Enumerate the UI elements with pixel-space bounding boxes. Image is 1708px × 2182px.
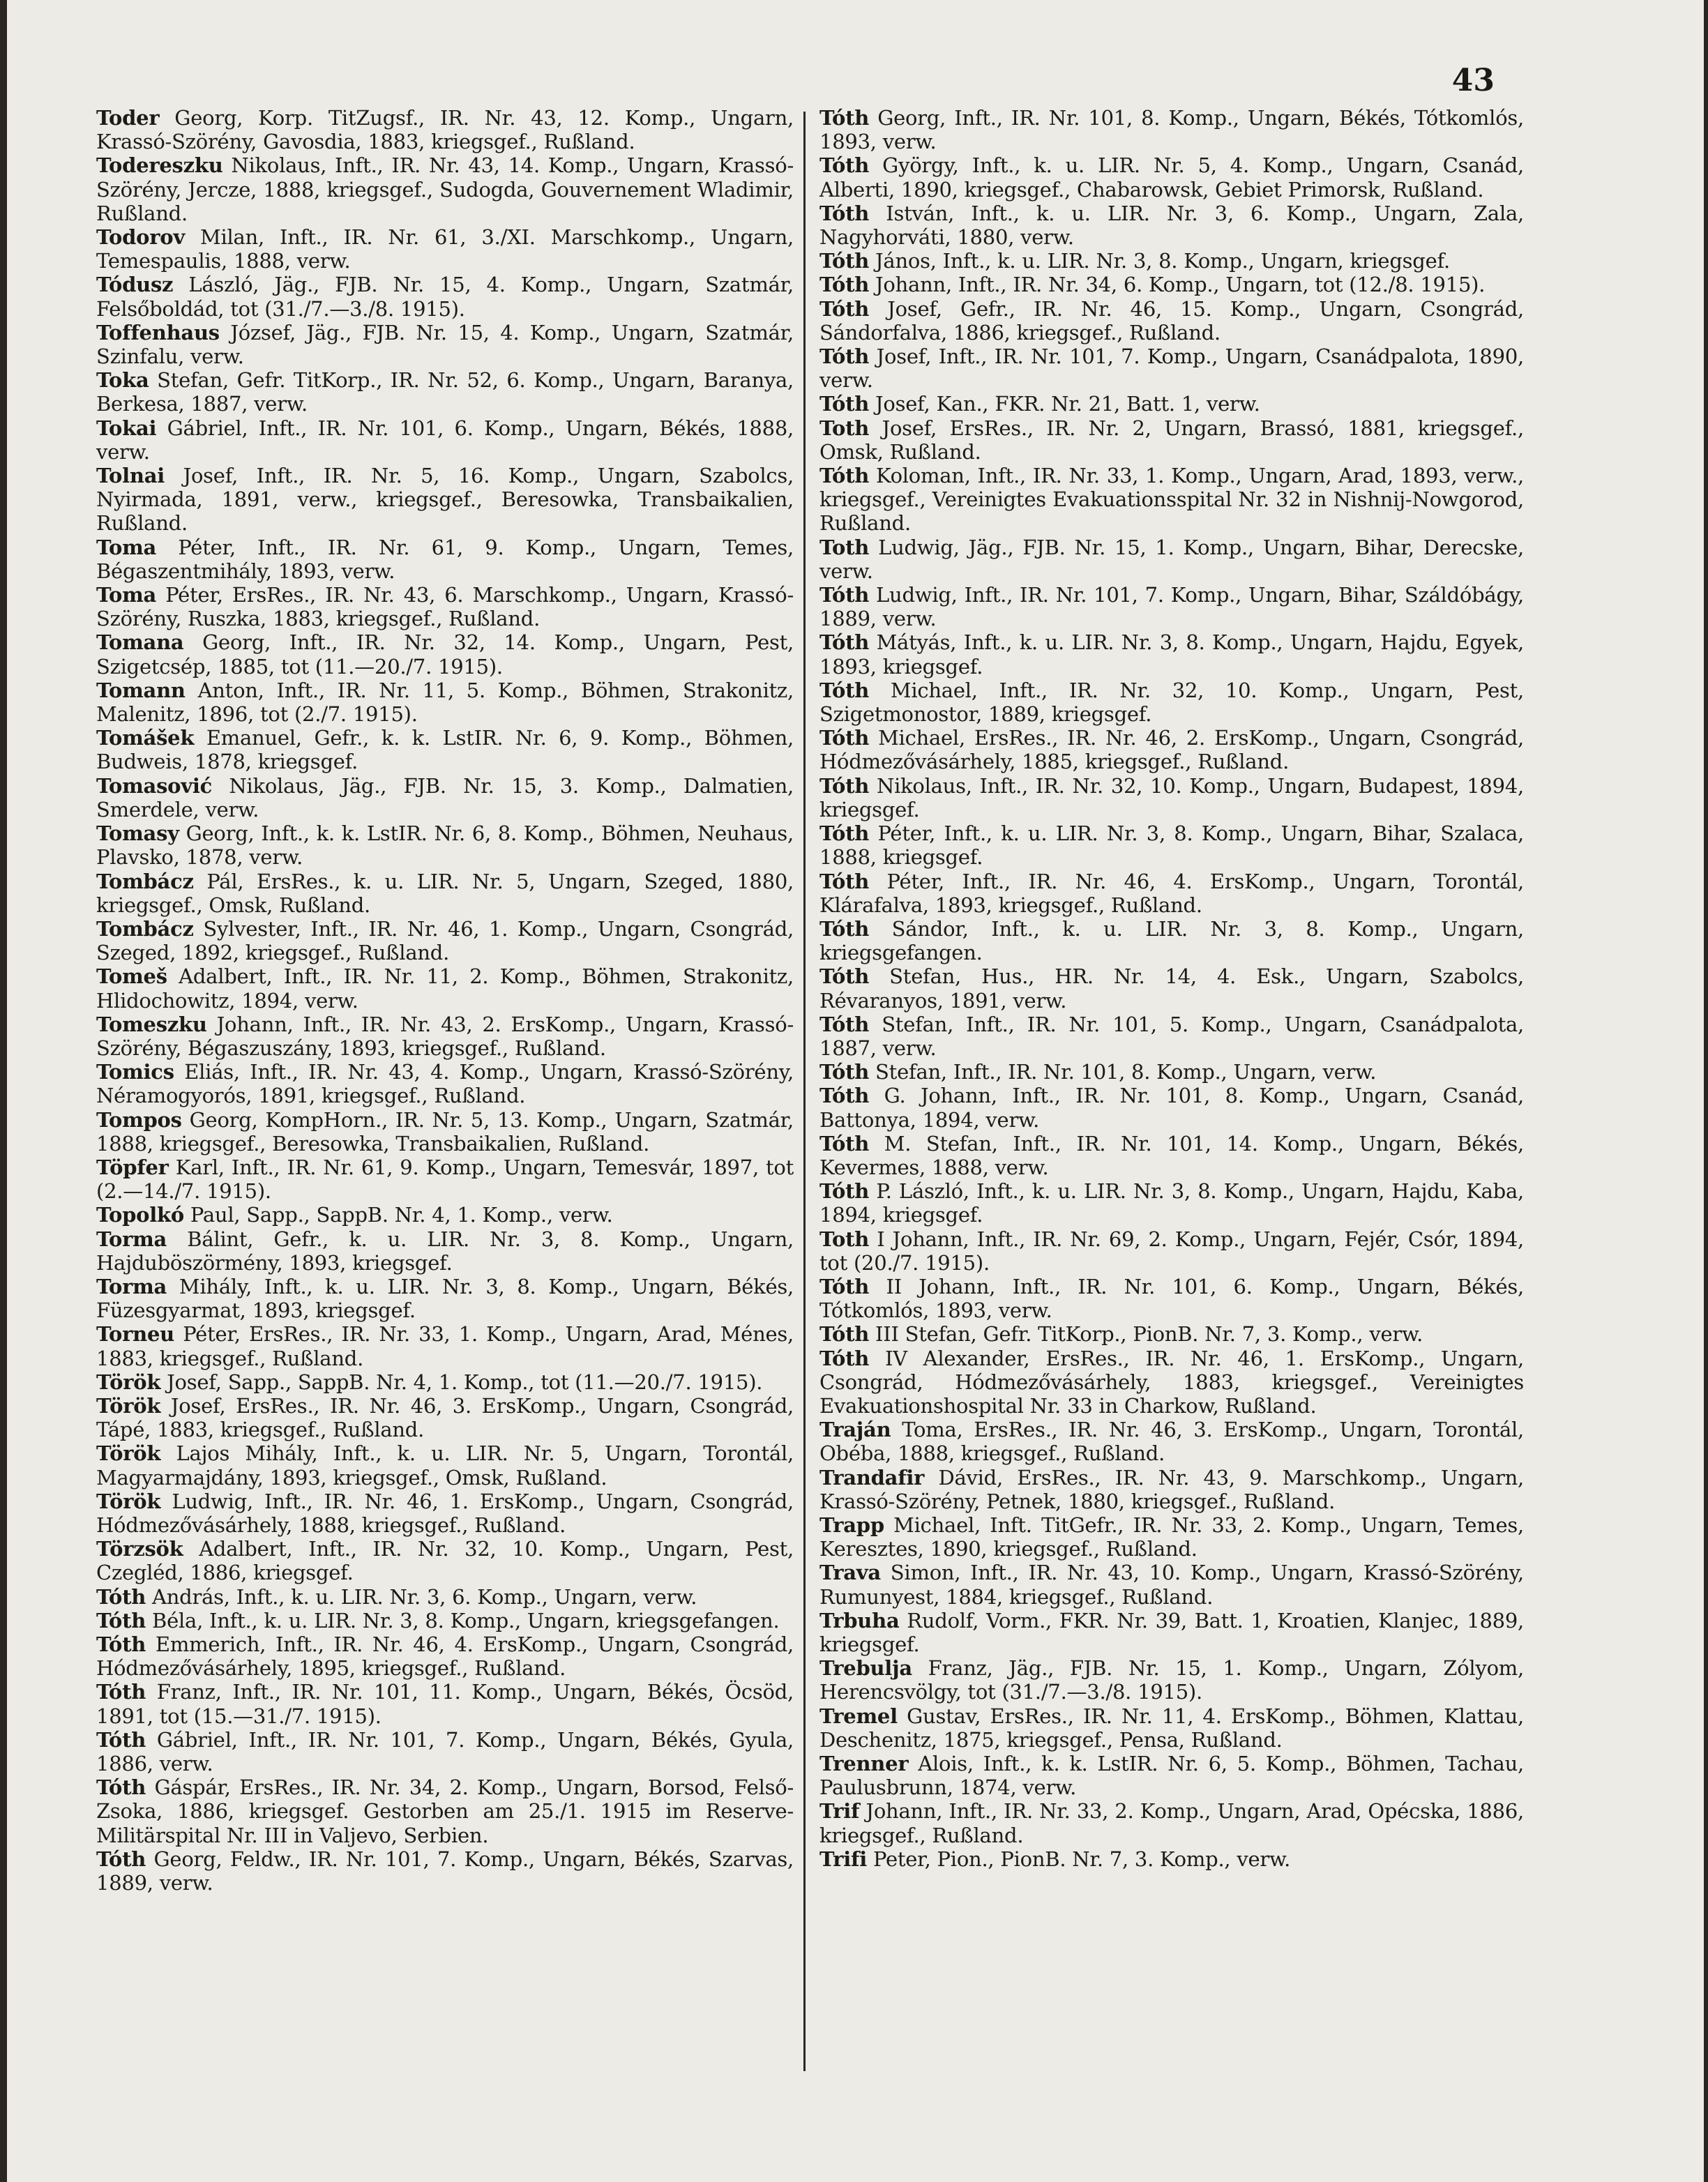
entry-surname: Tóth (819, 1012, 870, 1036)
page-number: 43 (1451, 63, 1495, 98)
entry-details: Adalbert, Inft., IR. Nr. 32, 10. Komp., Ungarn, Pest, Czegléd, 1886, kriegsgef. (96, 1537, 794, 1585)
entry-surname: Tombácz (96, 916, 194, 941)
entry-surname: Trenner (819, 1752, 909, 1776)
roster-entry (96, 225, 794, 273)
entry-surname: Todereszku (96, 153, 223, 178)
roster-entry (96, 1394, 794, 1441)
entry-surname: Toka (96, 368, 149, 393)
roster-entry (96, 1775, 794, 1847)
entry-details: Emanuel, Gefr., k. k. LstIR. Nr. 6, 9. Komp., Böhmen, Budweis, 1878, kriegsgef. (96, 726, 794, 774)
entry-details: Simon, Inft., IR. Nr. 43, 10. Komp., Ungarn, Krassó-Szörény, Rumunyest, 1884, kriegsgef., Rußland. (819, 1561, 1524, 1609)
entry-details: Georg, Inft., IR. Nr. 101, 8. Komp., Ungarn, Békés, Tótkomlós, 1893, verw. (819, 106, 1525, 154)
entry-details: Emmerich, Inft., IR. Nr. 46, 4. ErsKomp., Ungarn, Csongrád, Hódmezővásárhely, 1895, kriegsgef., Rußland. (96, 1632, 794, 1681)
entry-details: Bálint, Gefr., k. u. LIR. Nr. 3, 8. Komp., Ungarn, Hajduböszörmény, 1893, kriegsgef. (96, 1227, 794, 1275)
entry-details: Béla, Inft., k. u. LIR. Nr. 3, 8. Komp., Ungarn, kriegsgefangen. (152, 1608, 780, 1632)
entry-surname: Tóth (819, 916, 870, 941)
entry-details: Péter, Inft., IR. Nr. 46, 4. ErsKomp., Ungarn, Torontál, Klárafalva, 1893, kriegsgef., Rußland. (819, 869, 1524, 917)
entry-surname: Toma (96, 583, 157, 607)
roster-entry (819, 1084, 1524, 1131)
entry-details: Josef, Gefr., IR. Nr. 46, 15. Komp., Ungarn, Csongrád, Sándorfalva, 1886, kriegsgef., Rußland. (819, 296, 1524, 344)
entry-surname: Traján (819, 1418, 891, 1442)
entry-details: Georg, Inft., k. k. LstIR. Nr. 6, 8. Komp., Böhmen, Neuhaus, Plavsko, 1878, verw. (96, 821, 794, 870)
entry-surname: Trif (819, 1799, 860, 1824)
entry-details: György, Inft., k. u. LIR. Nr. 5, 4. Komp., Ungarn, Csanád, Alberti, 1890, kriegsgef., Chabarowsk, Gebiet Primorsk, Rußland. (819, 153, 1524, 202)
roster-entry (96, 1060, 794, 1107)
entry-details: Péter, ErsRes., IR. Nr. 33, 1. Komp., Ungarn, Arad, Ménes, 1883, kriegsgef., Rußland. (96, 1322, 794, 1370)
roster-entry (819, 1275, 1524, 1322)
roster-entry (819, 583, 1524, 630)
entry-details: Eliás, Inft., IR. Nr. 43, 4. Komp., Ungarn, Krassó-Szörény, Néramogyorós, 1891, kriegsgef., Rußland. (96, 1060, 794, 1108)
roster-entry (96, 1203, 794, 1227)
entry-surname: Tóth (819, 1131, 870, 1156)
roster-entry (819, 774, 1524, 821)
entry-surname: Tóth (819, 726, 870, 750)
entry-details: Nikolaus, Jäg., FJB. Nr. 15, 3. Komp., Dalmatien, Smerdele, verw. (96, 773, 794, 821)
entry-surname: Trbuha (819, 1608, 900, 1632)
entry-details: Mihály, Inft., k. u. LIR. Nr. 3, 8. Komp., Ungarn, Békés, Füzesgyarmat, 1893, kriegsgef. (96, 1274, 794, 1323)
entry-details: Gustav, ErsRes., IR. Nr. 11, 4. ErsKomp., Böhmen, Klattau, Deschenitz, 1875, kriegsgef., Pensa, Rußland. (819, 1704, 1524, 1752)
entry-surname: Trebulja (819, 1656, 912, 1681)
entry-details: I Johann, Inft., IR. Nr. 69, 2. Komp., Ungarn, Fejér, Csór, 1894, tot (20./7. 1915). (819, 1227, 1524, 1275)
entry-details: József, Jäg., FJB. Nr. 15, 4. Komp., Ungarn, Szatmár, Szinfalu, verw. (96, 320, 794, 369)
entry-details: Johann, Inft., IR. Nr. 34, 6. Komp., Ungarn, tot (12./8. 1915). (875, 273, 1486, 297)
entry-surname: Toma (96, 535, 157, 559)
entry-surname: Tóth (96, 1775, 146, 1800)
roster-entry (96, 1275, 794, 1322)
roster-entry (96, 630, 794, 678)
roster-entry (819, 964, 1524, 1012)
roster-entry (96, 1108, 794, 1156)
entry-details: II Johann, Inft., IR. Nr. 101, 6. Komp., Ungarn, Békés, Tótkomlós, 1893, verw. (819, 1274, 1525, 1323)
entry-details: Péter, Inft., k. u. LIR. Nr. 3, 8. Komp., Ungarn, Bihar, Szalaca, 1888, kriegsgef. (819, 821, 1525, 870)
entry-details: Stefan, Gefr. TitKorp., IR. Nr. 52, 6. Komp., Ungarn, Baranya, Berkesa, 1887, verw. (96, 368, 794, 416)
entry-details: Ludwig, Inft., IR. Nr. 101, 7. Komp., Ungarn, Bihar, Száldóbágy, 1889, verw. (819, 583, 1525, 631)
entry-details: G. Johann, Inft., IR. Nr. 101, 8. Komp., Ungarn, Csanád, Battonya, 1894, verw. (819, 1084, 1525, 1132)
roster-entry (819, 1418, 1524, 1465)
entry-surname: Török (96, 1370, 161, 1394)
entry-surname: Tomášek (96, 726, 195, 750)
entry-surname: Tomasy (96, 821, 179, 846)
entry-details: Johann, Inft., IR. Nr. 33, 2. Komp., Ungarn, Arad, Opécska, 1886, kriegsgef., Rußland. (819, 1799, 1524, 1847)
entry-surname: Tompos (96, 1107, 182, 1132)
roster-entry (819, 1347, 1524, 1418)
roster-entry (819, 1132, 1524, 1179)
entry-details: Josef, ErsRes., IR. Nr. 2, Ungarn, Brassó, 1881, kriegsgef., Omsk, Rußland. (819, 416, 1524, 464)
entry-surname: Tóth (819, 464, 870, 488)
entry-surname: Tóth (819, 821, 870, 846)
roster-entry (96, 1680, 794, 1727)
roster-entry (819, 1609, 1524, 1656)
entry-surname: Toffenhaus (96, 320, 220, 344)
roster-entry (96, 106, 794, 153)
entry-surname: Török (96, 1393, 161, 1418)
roster-entry (819, 1013, 1524, 1060)
entry-details: Gáspár, ErsRes., IR. Nr. 34, 2. Komp., Ungarn, Borsod, Felső-Zsoka, 1886, kriegsgef. Gestorben am 25./1. 1915 im Reserve-Militärspital Nr. III in Valjevo, Serbien. (96, 1775, 794, 1847)
roster-entry (819, 821, 1524, 869)
entry-surname: Toth (819, 416, 870, 440)
roster-entry (96, 1227, 794, 1275)
entry-surname: Töpfer (96, 1155, 169, 1179)
entry-details: Adalbert, Inft., IR. Nr. 11, 2. Komp., Böhmen, Strakonitz, Hlidochowitz, 1894, verw. (96, 964, 794, 1013)
entry-surname: Tóth (819, 773, 870, 798)
entry-details: Toma, ErsRes., IR. Nr. 46, 3. ErsKomp., Ungarn, Torontál, Obéba, 1888, kriegsgef., Rußland. (819, 1418, 1525, 1466)
entry-details: Josef, Inft., IR. Nr. 5, 16. Komp., Ungarn, Szabolcs, Nyirmada, 1891, verw., kriegsgef., Beresowka, Transbaikalien, Rußland. (96, 464, 794, 536)
entry-surname: Trapp (819, 1513, 884, 1537)
roster-entry (96, 536, 794, 583)
roster-entry (819, 153, 1524, 201)
roster-entry (96, 1441, 794, 1489)
entry-surname: Törzsök (96, 1537, 183, 1561)
roster-entry (96, 464, 794, 536)
entry-surname: Tóth (819, 869, 870, 893)
entry-surname: Tomann (96, 678, 186, 702)
entry-surname: Tóth (819, 273, 870, 297)
roster-entry (819, 1322, 1524, 1346)
entry-surname: Trava (819, 1561, 881, 1585)
entry-surname: Toth (819, 535, 870, 559)
roster-entry (819, 917, 1524, 964)
roster-entry (96, 1156, 794, 1203)
entry-details: Franz, Jäg., FJB. Nr. 15, 1. Komp., Ungarn, Zólyom, Herencsvölgy, tot (31./7.—3./8. 1915). (819, 1656, 1524, 1704)
entry-surname: Tóth (819, 630, 870, 655)
roster-entry (819, 1799, 1524, 1847)
roster-entry (819, 870, 1524, 917)
entry-details: Rudolf, Vorm., FKR. Nr. 39, Batt. 1, Kroatien, Klanjec, 1889, kriegsgef. (819, 1608, 1525, 1656)
entry-details: Koloman, Inft., IR. Nr. 33, 1. Komp., Ungarn, Arad, 1893, verw., kriegsgef., Vereinigtes Evakuationsspital Nr. 32 in Nishnij-Nowgorod, Rußland. (819, 464, 1524, 536)
entry-surname: Torneu (96, 1322, 174, 1347)
roster-entry (96, 1632, 794, 1680)
roster-entry (96, 1728, 794, 1775)
entry-surname: Toder (96, 106, 160, 130)
roster-entry (819, 1060, 1524, 1084)
entry-details: László, Jäg., FJB. Nr. 15, 4. Komp., Ungarn, Szatmár, Felsőboldád, tot (31./7.—3./8. 1915). (96, 273, 794, 321)
entry-details: Josef, Sapp., SappB. Nr. 4, 1. Komp., tot (11.—20./7. 1915). (167, 1370, 763, 1394)
entry-details: Ludwig, Inft., IR. Nr. 46, 1. ErsKomp., Ungarn, Csongrád, Hódmezővásárhely, 1888, kriegsgef., Rußland. (96, 1489, 794, 1537)
entry-surname: Tóth (819, 964, 870, 989)
entry-details: M. Stefan, Inft., IR. Nr. 101, 14. Komp., Ungarn, Békés, Kevermes, 1888, verw. (819, 1131, 1524, 1179)
entry-details: Lajos Mihály, Inft., k. u. LIR. Nr. 5, Ungarn, Torontál, Magyarmajdány, 1893, kriegsgef., Omsk, Rußland. (96, 1441, 794, 1490)
entry-surname: Tremel (819, 1704, 898, 1728)
roster-entry (96, 964, 794, 1012)
roster-entry (819, 1561, 1524, 1608)
entry-details: Paul, Sapp., SappB. Nr. 4, 1. Komp., verw. (190, 1203, 613, 1227)
roster-entry (96, 1609, 794, 1632)
entry-details: Milan, Inft., IR. Nr. 61, 3./XI. Marschkomp., Ungarn, Temespaulis, 1888, verw. (96, 225, 794, 273)
roster-entry (819, 249, 1524, 273)
entry-details: Sándor, Inft., k. u. LIR. Nr. 3, 8. Komp., Ungarn, kriegsgefangen. (819, 916, 1525, 965)
entry-details: János, Inft., k. u. LIR. Nr. 3, 8. Komp., Ungarn, kriegsgef. (875, 249, 1450, 273)
entry-surname: Trandafir (819, 1465, 925, 1490)
roster-entry (96, 917, 794, 964)
entry-details: Gábriel, Inft., IR. Nr. 101, 7. Komp., Ungarn, Békés, Gyula, 1886, verw. (96, 1727, 794, 1776)
roster-entry (96, 774, 794, 821)
entry-details: Stefan, Inft., IR. Nr. 101, 5. Komp., Ungarn, Csanádpalota, 1887, verw. (819, 1012, 1525, 1060)
entry-details: Franz, Inft., IR. Nr. 101, 11. Komp., Ungarn, Békés, Öcsöd, 1891, tot (15.—31./7. 1915). (96, 1680, 794, 1728)
roster-entry (819, 273, 1524, 296)
entry-details: Stefan, Inft., IR. Nr. 101, 8. Komp., Ungarn, verw. (875, 1060, 1377, 1084)
entry-surname: Tolnai (96, 464, 165, 488)
entry-surname: Tóth (819, 201, 870, 225)
roster-entry (819, 679, 1524, 726)
roster-entry (96, 321, 794, 368)
entry-surname: Tóth (819, 392, 870, 416)
entry-details: Dávid, ErsRes., IR. Nr. 43, 9. Marschkomp., Ungarn, Krassó-Szörény, Petnek, 1880, kriegsgef., Rußland. (819, 1465, 1525, 1513)
entry-details: Anton, Inft., IR. Nr. 11, 5. Komp., Böhmen, Strakonitz, Malenitz, 1896, tot (2./7. 1915). (96, 678, 794, 727)
entry-surname: Tóth (819, 1322, 870, 1347)
roster-entry (819, 416, 1524, 464)
entry-details: Mátyás, Inft., k. u. LIR. Nr. 3, 8. Komp., Ungarn, Hajdu, Egyek, 1893, kriegsgef. (819, 630, 1524, 679)
entry-surname: Tóth (96, 1727, 146, 1752)
entry-details: III Stefan, Gefr. TitKorp., PionB. Nr. 7, 3. Komp., verw. (875, 1322, 1423, 1347)
entry-surname: Török (96, 1489, 161, 1513)
entry-details: Nikolaus, Inft., IR. Nr. 43, 14. Komp., Ungarn, Krassó-Szörény, Jercze, 1888, kriegsgef., Sudogda, Gouvernement Wladimir, Rußland. (96, 153, 794, 225)
roster-entry (819, 297, 1524, 344)
roster-entry (819, 392, 1524, 416)
entry-surname: Tóth (819, 249, 870, 273)
entry-details: Peter, Pion., PionB. Nr. 7, 3. Komp., verw. (872, 1847, 1291, 1871)
left-column (96, 106, 794, 1895)
roster-entry (819, 344, 1524, 392)
roster-entry (819, 1704, 1524, 1752)
roster-entry (819, 1513, 1524, 1561)
entry-details: IV Alexander, ErsRes., IR. Nr. 46, 1. ErsKomp., Ungarn, Csongrád, Hódmezővásárhely, 1883, kriegsgef., Vereinigtes Evakuationshospital Nr. 33 in Charkow, Rußland. (819, 1346, 1524, 1418)
entry-surname: Tóth (819, 1346, 870, 1370)
entry-details: Stefan, Hus., HR. Nr. 14, 4. Esk., Ungarn, Szabolcs, Révaranyos, 1891, verw. (819, 964, 1525, 1013)
entry-surname: Tóth (819, 344, 870, 369)
roster-entry (96, 1847, 794, 1895)
roster-entry (819, 106, 1524, 153)
entry-details: Alois, Inft., k. k. LstIR. Nr. 6, 5. Komp., Böhmen, Tachau, Paulusbrunn, 1874, verw. (819, 1752, 1524, 1800)
roster-entry (819, 202, 1524, 249)
roster-entry (96, 1013, 794, 1060)
entry-details: P. László, Inft., k. u. LIR. Nr. 3, 8. Komp., Ungarn, Hajdu, Kaba, 1894, kriegsgef. (819, 1179, 1524, 1227)
roster-entry (96, 1537, 794, 1584)
entry-details: Josef, ErsRes., IR. Nr. 46, 3. ErsKomp., Ungarn, Csongrád, Tápé, 1883, kriegsgef., Rußland. (96, 1393, 794, 1442)
roster-entry (96, 1322, 794, 1370)
entry-surname: Torma (96, 1274, 167, 1298)
entry-details: Péter, ErsRes., IR. Nr. 43, 6. Marschkomp., Ungarn, Krassó-Szörény, Ruszka, 1883, kriegsgef., Rußland. (96, 583, 794, 631)
entry-surname: Tóth (819, 583, 870, 607)
roster-entry (819, 1227, 1524, 1275)
roster-entry (96, 1370, 794, 1394)
entry-details: Josef, Inft., IR. Nr. 101, 7. Komp., Ungarn, Csanádpalota, 1890, verw. (819, 344, 1524, 393)
entry-details: Josef, Kan., FKR. Nr. 21, Batt. 1, verw. (875, 392, 1260, 416)
entry-details: Gábriel, Inft., IR. Nr. 101, 6. Komp., Ungarn, Békés, 1888, verw. (96, 416, 794, 464)
roster-entry (819, 1656, 1524, 1704)
entry-surname: Tokai (96, 416, 157, 440)
roster-entry (96, 726, 794, 773)
roster-entry (96, 416, 794, 464)
entry-surname: Tomeš (96, 964, 167, 989)
entry-surname: Toth (819, 1227, 870, 1251)
roster-entry (819, 1466, 1524, 1513)
entry-surname: Tóth (819, 1274, 870, 1298)
roster-entry (96, 1490, 794, 1537)
entry-surname: Tóth (96, 1847, 146, 1871)
roster-entry (96, 821, 794, 869)
entry-surname: Topolkó (96, 1203, 184, 1227)
entry-details: Nikolaus, Inft., IR. Nr. 32, 10. Komp., Ungarn, Budapest, 1894, kriegsgef. (819, 773, 1525, 821)
entry-details: András, Inft., k. u. LIR. Nr. 3, 6. Komp., Ungarn, verw. (152, 1584, 697, 1609)
roster-entry (96, 583, 794, 630)
entry-surname: Tódusz (96, 273, 174, 297)
roster-entry (96, 679, 794, 726)
entry-details: Pál, ErsRes., k. u. LIR. Nr. 5, Ungarn, Szeged, 1880, kriegsgef., Omsk, Rußland. (96, 869, 794, 917)
entry-surname: Tomasović (96, 773, 213, 798)
entry-surname: Tomeszku (96, 1012, 207, 1036)
entry-surname: Tóth (819, 1060, 870, 1084)
entry-details: Michael, ErsRes., IR. Nr. 46, 2. ErsKomp., Ungarn, Csongrád, Hódmezővásárhely, 1885, kriegsgef., Rußland. (819, 726, 1524, 774)
roster-entry (96, 273, 794, 320)
entry-surname: Török (96, 1441, 161, 1466)
entry-details: Michael, Inft. TitGefr., IR. Nr. 33, 2. Komp., Ungarn, Temes, Keresztes, 1890, kriegsgef., Rußland. (819, 1513, 1524, 1561)
roster-entry (96, 870, 794, 917)
entry-details: Michael, Inft., IR. Nr. 32, 10. Komp., Ungarn, Pest, Szigetmonostor, 1889, kriegsgef. (819, 678, 1524, 727)
roster-entry (96, 1585, 794, 1609)
entry-surname: Tóth (96, 1680, 146, 1704)
roster-entry (819, 1752, 1524, 1799)
entry-surname: Tóth (819, 1084, 870, 1108)
roster-entry (96, 368, 794, 416)
entry-surname: Tomics (96, 1060, 174, 1084)
roster-entry (819, 536, 1524, 583)
entry-surname: Tóth (819, 296, 870, 321)
roster-entry (819, 1847, 1524, 1871)
entry-details: Georg, Inft., IR. Nr. 32, 14. Komp., Ungarn, Pest, Szigetcsép, 1885, tot (11.—20./7. 1915). (96, 630, 794, 679)
entry-surname: Tomana (96, 630, 184, 655)
entry-surname: Tóth (819, 106, 870, 130)
entry-surname: Todorov (96, 225, 185, 250)
entry-surname: Tóth (819, 1179, 870, 1204)
entry-details: Georg, Korp. TitZugsf., IR. Nr. 43, 12. Komp., Ungarn, Krassó-Szörény, Gavosdia, 1883, kriegsgef., Rußland. (96, 106, 794, 154)
roster-entry (819, 630, 1524, 678)
entry-details: Sylvester, Inft., IR. Nr. 46, 1. Komp., Ungarn, Csongrád, Szeged, 1892, kriegsgef., Rußland. (96, 916, 794, 965)
entry-details: Ludwig, Jäg., FJB. Nr. 15, 1. Komp., Ungarn, Bihar, Derecske, verw. (819, 535, 1525, 583)
entry-surname: Tóth (96, 1608, 146, 1632)
entry-surname: Tóth (819, 153, 870, 178)
entry-details: Georg, KompHorn., IR. Nr. 5, 13. Komp., Ungarn, Szatmár, 1888, kriegsgef., Beresowka, Transbaikalien, Rußland. (96, 1107, 794, 1156)
roster-entry (819, 1179, 1524, 1227)
entry-details: István, Inft., k. u. LIR. Nr. 3, 6. Komp., Ungarn, Zala, Nagyhorváti, 1880, verw. (819, 201, 1524, 250)
entry-surname: Tóth (96, 1584, 146, 1609)
entry-details: Karl, Inft., IR. Nr. 61, 9. Komp., Ungarn, Temesvár, 1897, tot (2.—14./7. 1915). (96, 1155, 794, 1204)
entry-details: Johann, Inft., IR. Nr. 43, 2. ErsKomp., Ungarn, Krassó-Szörény, Bégaszuszány, 1893, kriegsgef., Rußland. (96, 1012, 794, 1060)
entry-surname: Torma (96, 1227, 167, 1251)
roster-entry (819, 464, 1524, 536)
entry-surname: Tóth (96, 1632, 146, 1656)
roster-entry (819, 726, 1524, 773)
entry-details: Péter, Inft., IR. Nr. 61, 9. Komp., Ungarn, Temes, Bégaszentmihály, 1893, verw. (96, 535, 794, 583)
column-divider (803, 112, 806, 2071)
roster-entry (96, 153, 794, 225)
entry-surname: Trifi (819, 1847, 868, 1871)
entry-surname: Tombácz (96, 869, 194, 893)
entry-details: Georg, Feldw., IR. Nr. 101, 7. Komp., Ungarn, Békés, Szarvas, 1889, verw. (96, 1847, 794, 1895)
entry-surname: Tóth (819, 678, 870, 702)
right-column (819, 106, 1524, 1871)
